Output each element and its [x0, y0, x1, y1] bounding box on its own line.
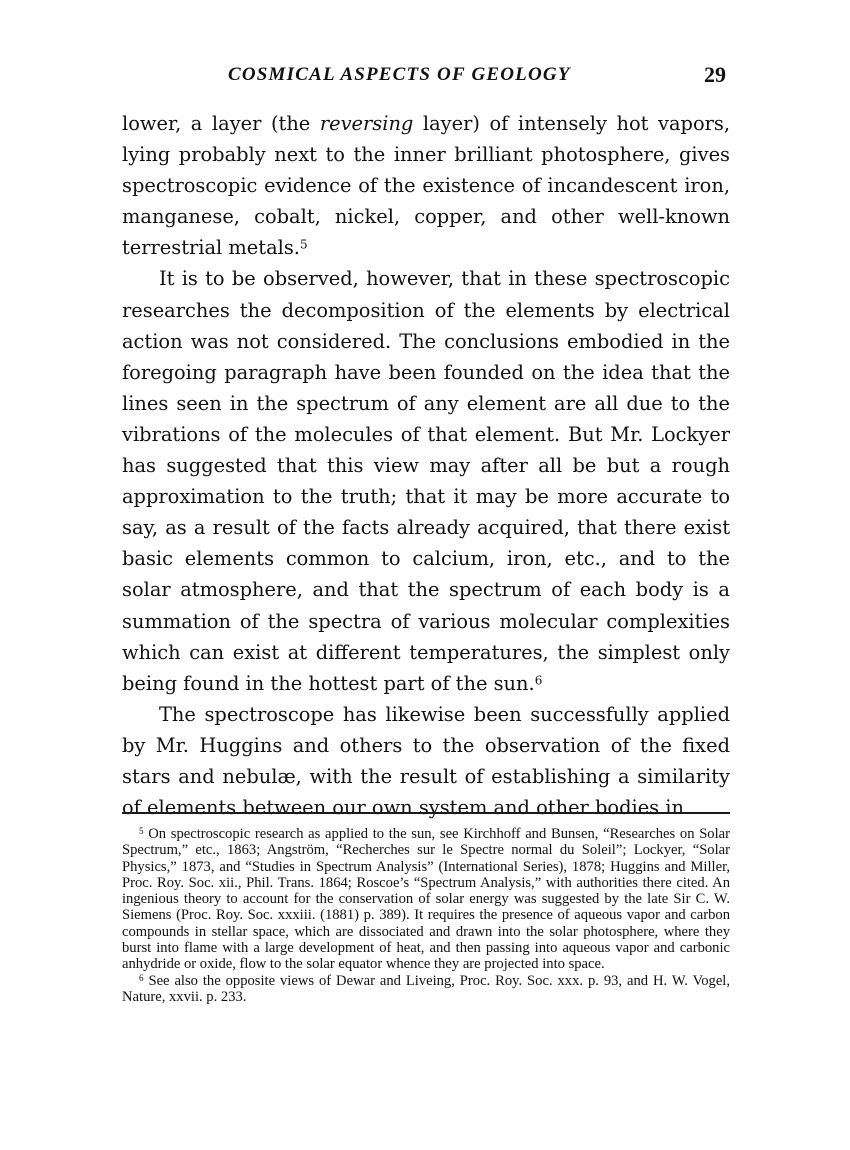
footnote-reference: 5 — [299, 237, 308, 252]
footnote — [122, 826, 730, 973]
running-header — [122, 62, 730, 92]
paragraph — [122, 699, 730, 823]
footnote-marker: 5 — [139, 825, 144, 836]
paragraph-text: The spectroscope has likewise been successfully applied by Mr. Huggins and others to the observation of the fixed stars and nebulæ, with the result of establishing a similarity of elements between our own system and other bodies in — [122, 702, 730, 820]
paragraph-text: lower, a layer (the — [122, 112, 320, 135]
footnotes — [122, 826, 730, 1005]
footnote-text: See also the opposite views of Dewar and Liveing, Proc. Roy. Soc. xxx. p. 93, and H. W. Vogel, Nature, xxvii. p. 233. — [122, 972, 730, 1005]
running-title: COSMICAL ASPECTS OF GEOLOGY — [228, 64, 571, 85]
footnote-divider — [122, 812, 730, 814]
paragraph-text: layer) of intensely hot vapors, lying probably next to the inner brilliant photosphere, gives spectroscopic evidence of the existence of incandescent iron, manganese, cobalt, nickel, copper, and other well-known terrestrial metals. — [122, 112, 730, 260]
body-text — [122, 108, 730, 823]
footnote-text: On spectroscopic research as applied to the sun, see Kirchhoff and Bunsen, “Researches on Solar Spectrum,” etc., 1863; Angström, “Recherches sur le Spectre normal du Soleil”; Lockyer, “Solar Physics,” 1873, and “Studies in Spectrum Analysis” (International Series), 1878; Huggins and Miller, Proc. Roy. Soc. xii., Phil. Trans. 1864; Roscoe’s “Spectrum Analysis,” with authorities there cited. An ingenious theory to account for the conservation of solar energy was suggested by the late Sir C. W. Siemens (Proc. Roy. Soc. xxxiii. (1881) p. 389). It requires the presence of aqueous vapor and carbon compounds in stellar space, which are dissociated and drawn into the solar photosphere, where they burst into flame with a large development of heat, and then passing into aqueous vapor and carbonic anhydride or oxide, flow to the solar equator whence they are projected into space. — [122, 826, 730, 973]
footnote-marker: 6 — [139, 972, 144, 983]
emphasized-term: reversing — [319, 112, 414, 135]
footnote-reference: 6 — [534, 673, 543, 688]
paragraph — [122, 263, 730, 698]
paragraph-text: It is to be observed, however, that in these spectroscopic researches the decomposition of the elements by electrical action was not considered. The conclusions embodied in the foregoing paragraph have been founded on the idea that the lines seen in the spectrum of any element are all due to the vibrations of the molecules of that element. But Mr. Lockyer has suggested that this view may after all be but a rough approximation to the truth; that it may be more accurate to say, as a result of the facts already acquired, that there exist basic elements common to calcium, iron, etc., and to the solar atmosphere, and that the spectrum of each body is a summation of the spectra of various molecular complexities which can exist at different temperatures, the simplest only being found in the hottest part of the sun. — [122, 267, 730, 695]
paragraph-continued — [122, 108, 730, 263]
page-number: 29 — [704, 62, 726, 87]
footnote — [122, 973, 730, 1006]
